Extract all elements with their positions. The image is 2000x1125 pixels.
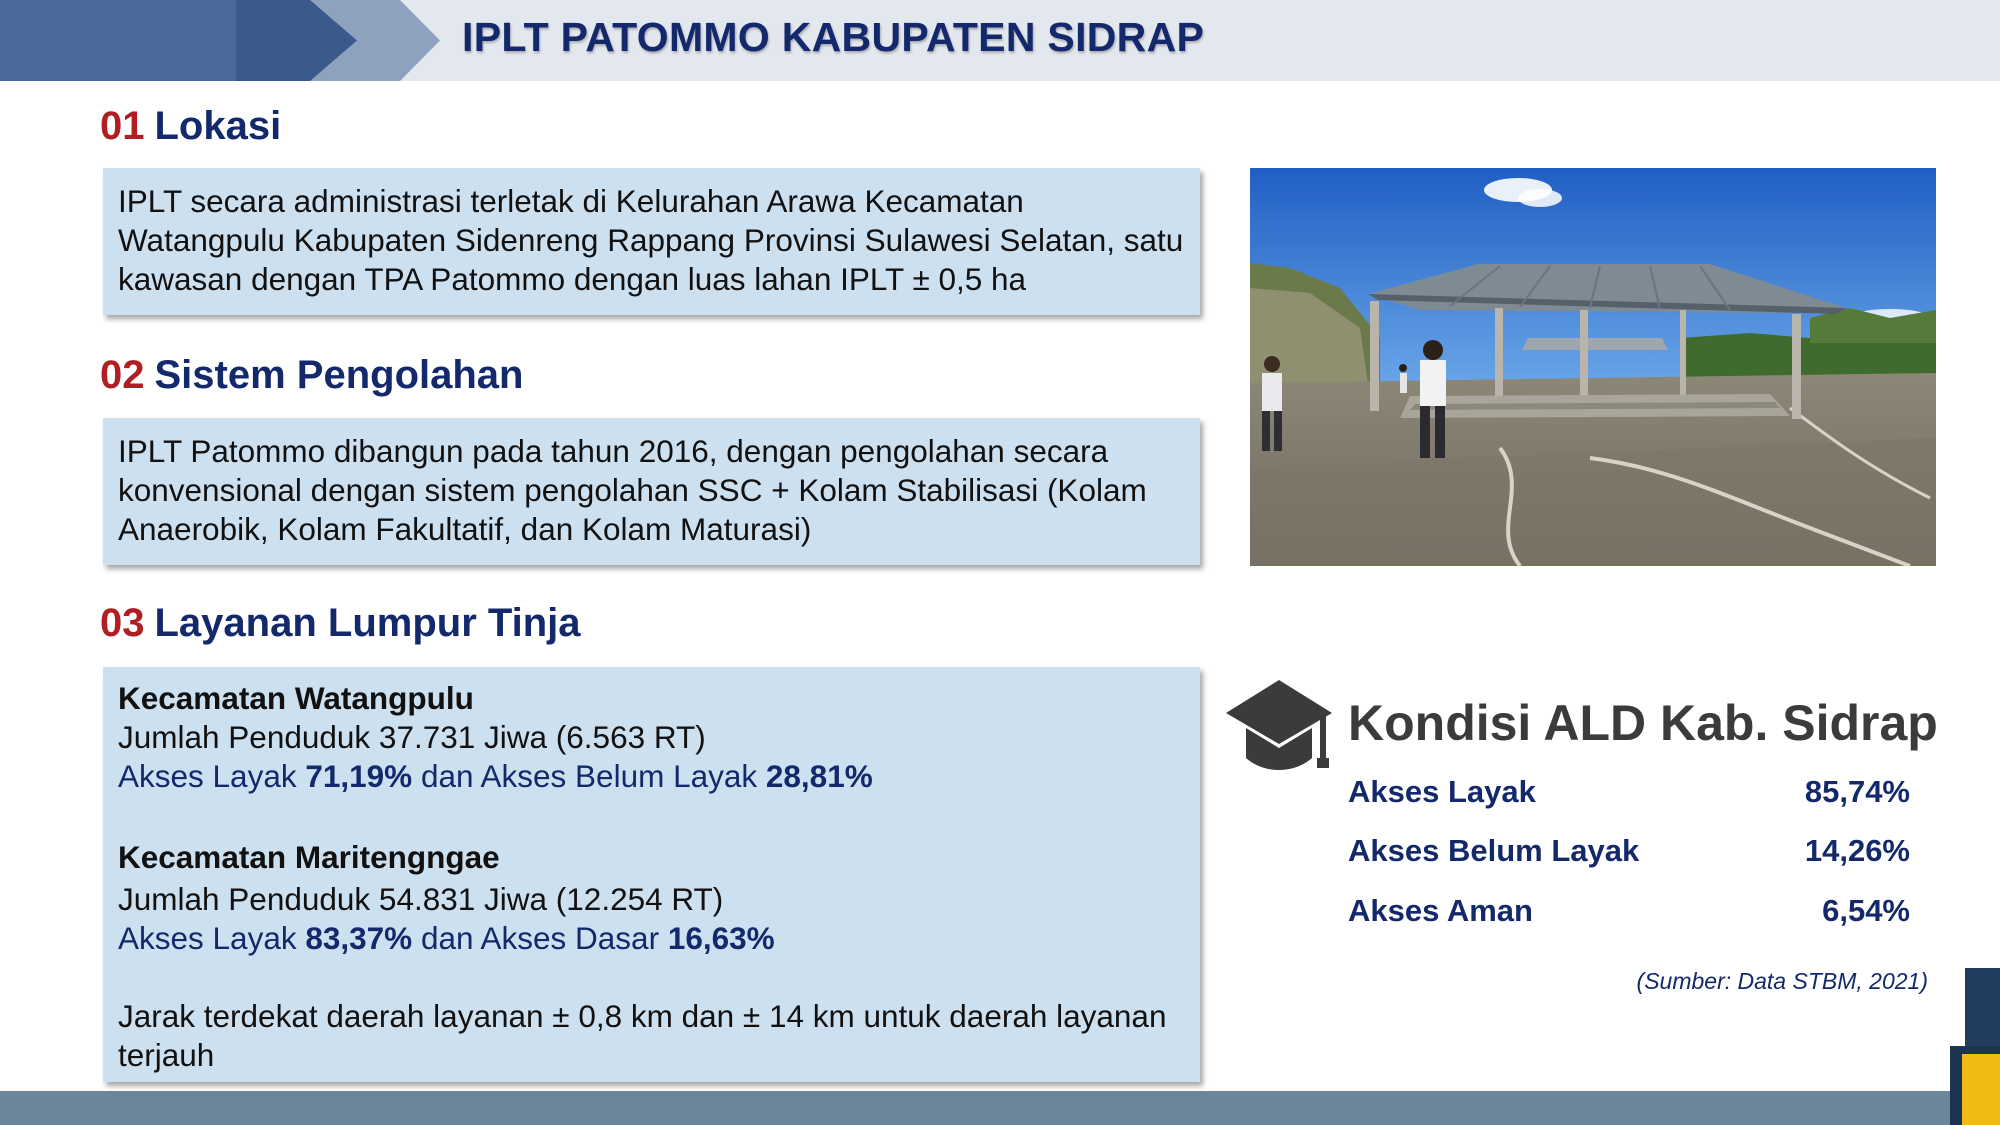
header-bar bbox=[0, 0, 2000, 81]
corner-accent-gold bbox=[1962, 1054, 2000, 1125]
page-title: IPLT PATOMMO KABUPATEN SIDRAP bbox=[462, 14, 1205, 60]
section-title: Layanan Lumpur Tinja bbox=[154, 601, 581, 645]
stat-value: 6,54% bbox=[1822, 893, 1910, 928]
stat-label: Akses Aman bbox=[1348, 893, 1533, 928]
section-title: Sistem Pengolahan bbox=[154, 353, 524, 397]
access-label: Akses Layak bbox=[118, 758, 306, 794]
stat-label: Akses Layak bbox=[1348, 774, 1536, 809]
kondisi-title: Kondisi ALD Kab. Sidrap bbox=[1348, 695, 1938, 751]
stat-label: Akses Belum Layak bbox=[1348, 833, 1640, 868]
sistem-pengolahan-box bbox=[103, 418, 1200, 565]
corner-accent-navy bbox=[1965, 968, 2000, 1054]
stat-value: 14,26% bbox=[1804, 833, 1910, 868]
section-title: Lokasi bbox=[154, 104, 282, 148]
source-note: (Sumber: Data STBM, 2021) bbox=[1636, 968, 1928, 994]
population-text: Jumlah Penduduk 37.731 Jiwa (6.563 RT) bbox=[118, 719, 706, 755]
section-heading-lokasi bbox=[100, 104, 281, 149]
access-value: 16,63% bbox=[667, 920, 775, 956]
lokasi-box bbox=[103, 168, 1200, 315]
section-number: 03 bbox=[100, 601, 145, 645]
access-value: 28,81% bbox=[765, 758, 873, 794]
lokasi-text: IPLT secara administrasi terletak di Kelurahan Arawa Kecamatan Watangpulu Kabupaten Sidenreng Rappang Provinsi Sulawesi Selatan, satu kawasan dengan TPA Patommo dengan luas lahan IPLT ± 0,5 ha bbox=[118, 183, 1184, 297]
access-line bbox=[118, 757, 1185, 796]
access-line bbox=[118, 919, 1185, 958]
access-mid: dan Akses Dasar bbox=[412, 920, 668, 956]
section-heading-layanan bbox=[100, 601, 581, 646]
access-label: Akses Layak bbox=[118, 920, 306, 956]
iplt-site-photo bbox=[1250, 168, 1936, 566]
sistem-pengolahan-text: IPLT Patommo dibangun pada tahun 2016, dengan pengolahan secara konvensional dengan sistem pengolahan SSC + Kolam Stabilisasi (Kolam Anaerobik, Kolam Fakultatif, dan Kolam Maturasi) bbox=[118, 433, 1147, 547]
section-number: 02 bbox=[100, 353, 145, 397]
graduation-cap-icon bbox=[1224, 680, 1334, 780]
stat-value: 85,74% bbox=[1804, 774, 1910, 809]
population-text: Jumlah Penduduk 54.831 Jiwa (12.254 RT) bbox=[118, 881, 724, 917]
access-mid: dan Akses Belum Layak bbox=[412, 758, 766, 794]
kecamatan-name: Kecamatan Watangpulu bbox=[118, 680, 474, 716]
distance-text: Jarak terdekat daerah layanan ± 0,8 km dan ± 14 km untuk daerah layanan terjauh bbox=[118, 998, 1167, 1073]
header-arrow-dark bbox=[0, 0, 236, 81]
access-value: 71,19% bbox=[305, 758, 413, 794]
layanan-box bbox=[103, 667, 1200, 1082]
section-heading-sistem-pengolahan bbox=[100, 353, 523, 398]
footer-bar bbox=[0, 1091, 2000, 1125]
access-value: 83,37% bbox=[305, 920, 413, 956]
kecamatan-name: Kecamatan Maritengngae bbox=[118, 839, 500, 875]
section-number: 01 bbox=[100, 104, 145, 148]
